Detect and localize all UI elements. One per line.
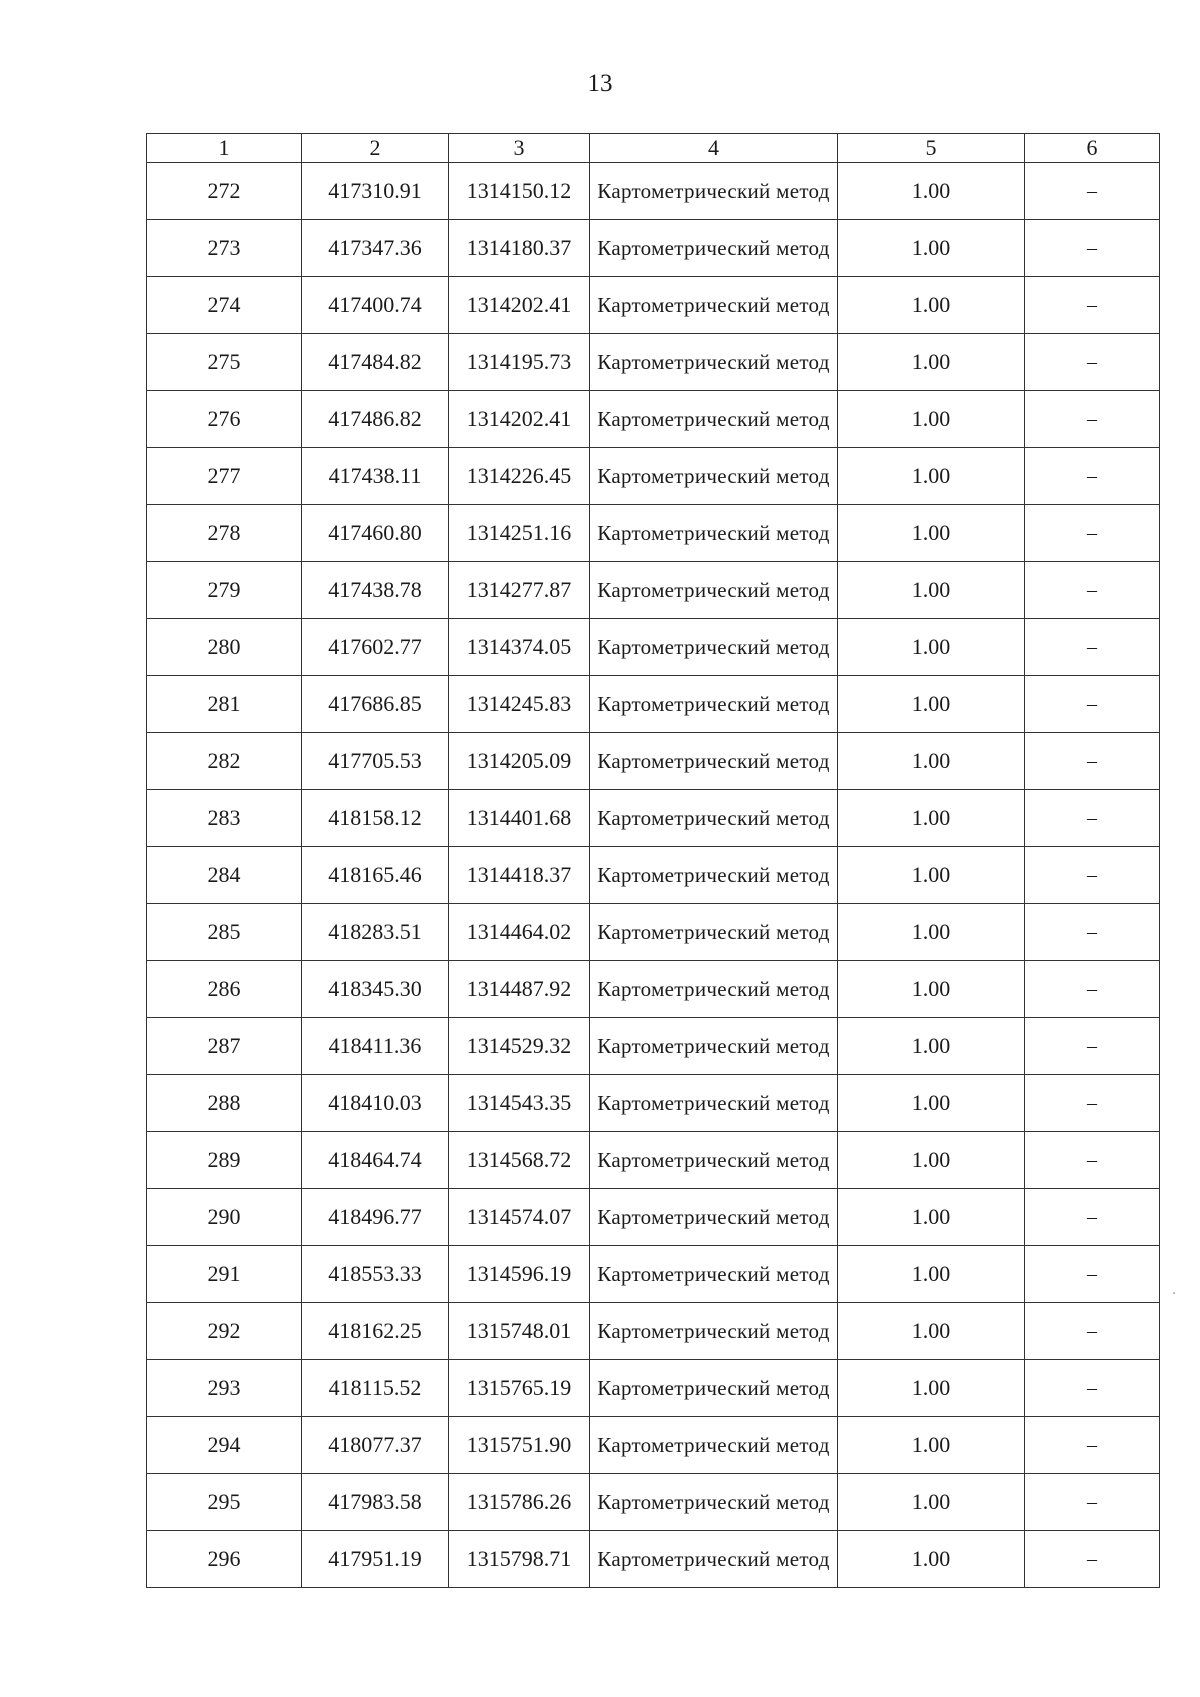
x-coordinate-cell: 418165.46 (302, 847, 449, 904)
x-coordinate-cell: 418411.36 (302, 1018, 449, 1075)
table-row (147, 163, 1160, 220)
scan-speck (1173, 1292, 1175, 1294)
y-coordinate-cell: 1315765.19 (449, 1360, 590, 1417)
column-header: 5 (838, 134, 1025, 163)
method-cell: Картометрический метод (590, 847, 838, 904)
note-cell: – (1025, 1132, 1160, 1189)
table-row (147, 1531, 1160, 1588)
point-number-cell: 290 (147, 1189, 302, 1246)
table-body (147, 163, 1160, 1588)
point-number-cell: 284 (147, 847, 302, 904)
accuracy-cell: 1.00 (838, 220, 1025, 277)
method-cell: Картометрический метод (590, 505, 838, 562)
note-cell: – (1025, 505, 1160, 562)
note-cell: – (1025, 1531, 1160, 1588)
note-cell: – (1025, 448, 1160, 505)
accuracy-cell: 1.00 (838, 1360, 1025, 1417)
point-number-cell: 280 (147, 619, 302, 676)
note-cell: – (1025, 334, 1160, 391)
point-number-cell: 294 (147, 1417, 302, 1474)
note-cell: – (1025, 220, 1160, 277)
table-row (147, 1417, 1160, 1474)
accuracy-cell: 1.00 (838, 1474, 1025, 1531)
method-cell: Картометрический метод (590, 448, 838, 505)
y-coordinate-cell: 1314401.68 (449, 790, 590, 847)
accuracy-cell: 1.00 (838, 391, 1025, 448)
x-coordinate-cell: 417347.36 (302, 220, 449, 277)
method-cell: Картометрический метод (590, 619, 838, 676)
note-cell: – (1025, 676, 1160, 733)
y-coordinate-cell: 1314487.92 (449, 961, 590, 1018)
note-cell: – (1025, 847, 1160, 904)
coordinates-table (146, 133, 1160, 1588)
table-row (147, 733, 1160, 790)
column-header: 1 (147, 134, 302, 163)
y-coordinate-cell: 1314374.05 (449, 619, 590, 676)
note-cell: – (1025, 391, 1160, 448)
x-coordinate-cell: 417460.80 (302, 505, 449, 562)
accuracy-cell: 1.00 (838, 1075, 1025, 1132)
y-coordinate-cell: 1314574.07 (449, 1189, 590, 1246)
point-number-cell: 293 (147, 1360, 302, 1417)
x-coordinate-cell: 418496.77 (302, 1189, 449, 1246)
point-number-cell: 279 (147, 562, 302, 619)
table-row (147, 790, 1160, 847)
y-coordinate-cell: 1315798.71 (449, 1531, 590, 1588)
table-row (147, 562, 1160, 619)
table-row (147, 1246, 1160, 1303)
x-coordinate-cell: 417486.82 (302, 391, 449, 448)
table-row (147, 1132, 1160, 1189)
point-number-cell: 288 (147, 1075, 302, 1132)
y-coordinate-cell: 1314543.35 (449, 1075, 590, 1132)
method-cell: Картометрический метод (590, 1189, 838, 1246)
point-number-cell: 292 (147, 1303, 302, 1360)
accuracy-cell: 1.00 (838, 277, 1025, 334)
y-coordinate-cell: 1314202.41 (449, 277, 590, 334)
y-coordinate-cell: 1314418.37 (449, 847, 590, 904)
table-row (147, 1303, 1160, 1360)
method-cell: Картометрический метод (590, 1132, 838, 1189)
method-cell: Картометрический метод (590, 1075, 838, 1132)
note-cell: – (1025, 1417, 1160, 1474)
note-cell: – (1025, 790, 1160, 847)
accuracy-cell: 1.00 (838, 1303, 1025, 1360)
table-row (147, 220, 1160, 277)
y-coordinate-cell: 1314195.73 (449, 334, 590, 391)
point-number-cell: 291 (147, 1246, 302, 1303)
note-cell: – (1025, 277, 1160, 334)
header-row (147, 134, 1160, 163)
table-row (147, 505, 1160, 562)
y-coordinate-cell: 1314245.83 (449, 676, 590, 733)
accuracy-cell: 1.00 (838, 1531, 1025, 1588)
y-coordinate-cell: 1314251.16 (449, 505, 590, 562)
table-row (147, 961, 1160, 1018)
column-header: 6 (1025, 134, 1160, 163)
method-cell: Картометрический метод (590, 1303, 838, 1360)
note-cell: – (1025, 1474, 1160, 1531)
x-coordinate-cell: 417602.77 (302, 619, 449, 676)
x-coordinate-cell: 417951.19 (302, 1531, 449, 1588)
note-cell: – (1025, 961, 1160, 1018)
point-number-cell: 282 (147, 733, 302, 790)
note-cell: – (1025, 1189, 1160, 1246)
accuracy-cell: 1.00 (838, 1189, 1025, 1246)
x-coordinate-cell: 418158.12 (302, 790, 449, 847)
x-coordinate-cell: 418553.33 (302, 1246, 449, 1303)
method-cell: Картометрический метод (590, 961, 838, 1018)
note-cell: – (1025, 733, 1160, 790)
table-row (147, 391, 1160, 448)
y-coordinate-cell: 1314205.09 (449, 733, 590, 790)
x-coordinate-cell: 417686.85 (302, 676, 449, 733)
table-row (147, 1018, 1160, 1075)
method-cell: Картометрический метод (590, 391, 838, 448)
y-coordinate-cell: 1315748.01 (449, 1303, 590, 1360)
point-number-cell: 289 (147, 1132, 302, 1189)
x-coordinate-cell: 418283.51 (302, 904, 449, 961)
table-row (147, 448, 1160, 505)
accuracy-cell: 1.00 (838, 163, 1025, 220)
note-cell: – (1025, 1018, 1160, 1075)
note-cell: – (1025, 1360, 1160, 1417)
method-cell: Картометрический метод (590, 334, 838, 391)
point-number-cell: 296 (147, 1531, 302, 1588)
table-row (147, 334, 1160, 391)
x-coordinate-cell: 417705.53 (302, 733, 449, 790)
table-row (147, 1075, 1160, 1132)
point-number-cell: 278 (147, 505, 302, 562)
y-coordinate-cell: 1314277.87 (449, 562, 590, 619)
y-coordinate-cell: 1314596.19 (449, 1246, 590, 1303)
accuracy-cell: 1.00 (838, 505, 1025, 562)
y-coordinate-cell: 1315786.26 (449, 1474, 590, 1531)
table-row (147, 847, 1160, 904)
accuracy-cell: 1.00 (838, 1417, 1025, 1474)
accuracy-cell: 1.00 (838, 1018, 1025, 1075)
accuracy-cell: 1.00 (838, 448, 1025, 505)
table-row (147, 904, 1160, 961)
note-cell: – (1025, 1075, 1160, 1132)
note-cell: – (1025, 619, 1160, 676)
point-number-cell: 273 (147, 220, 302, 277)
y-coordinate-cell: 1314529.32 (449, 1018, 590, 1075)
note-cell: – (1025, 1303, 1160, 1360)
y-coordinate-cell: 1314226.45 (449, 448, 590, 505)
method-cell: Картометрический метод (590, 277, 838, 334)
note-cell: – (1025, 904, 1160, 961)
method-cell: Картометрический метод (590, 904, 838, 961)
point-number-cell: 272 (147, 163, 302, 220)
table-row (147, 1474, 1160, 1531)
point-number-cell: 275 (147, 334, 302, 391)
method-cell: Картометрический метод (590, 733, 838, 790)
point-number-cell: 281 (147, 676, 302, 733)
x-coordinate-cell: 418162.25 (302, 1303, 449, 1360)
method-cell: Картометрический метод (590, 220, 838, 277)
method-cell: Картометрический метод (590, 676, 838, 733)
point-number-cell: 277 (147, 448, 302, 505)
accuracy-cell: 1.00 (838, 733, 1025, 790)
column-header: 3 (449, 134, 590, 163)
method-cell: Картометрический метод (590, 1018, 838, 1075)
point-number-cell: 295 (147, 1474, 302, 1531)
accuracy-cell: 1.00 (838, 961, 1025, 1018)
method-cell: Картометрический метод (590, 1531, 838, 1588)
method-cell: Картометрический метод (590, 1360, 838, 1417)
accuracy-cell: 1.00 (838, 904, 1025, 961)
accuracy-cell: 1.00 (838, 334, 1025, 391)
note-cell: – (1025, 1246, 1160, 1303)
table-row (147, 1360, 1160, 1417)
x-coordinate-cell: 417310.91 (302, 163, 449, 220)
y-coordinate-cell: 1314180.37 (449, 220, 590, 277)
method-cell: Картометрический метод (590, 790, 838, 847)
method-cell: Картометрический метод (590, 1417, 838, 1474)
method-cell: Картометрический метод (590, 1246, 838, 1303)
y-coordinate-cell: 1314150.12 (449, 163, 590, 220)
x-coordinate-cell: 418410.03 (302, 1075, 449, 1132)
method-cell: Картометрический метод (590, 163, 838, 220)
accuracy-cell: 1.00 (838, 847, 1025, 904)
accuracy-cell: 1.00 (838, 790, 1025, 847)
column-header: 4 (590, 134, 838, 163)
point-number-cell: 274 (147, 277, 302, 334)
x-coordinate-cell: 418115.52 (302, 1360, 449, 1417)
x-coordinate-cell: 418345.30 (302, 961, 449, 1018)
table-row (147, 1189, 1160, 1246)
accuracy-cell: 1.00 (838, 1246, 1025, 1303)
x-coordinate-cell: 418464.74 (302, 1132, 449, 1189)
x-coordinate-cell: 418077.37 (302, 1417, 449, 1474)
coordinates-table-container (146, 133, 1159, 1588)
note-cell: – (1025, 163, 1160, 220)
table-row (147, 277, 1160, 334)
page-number: 13 (587, 70, 613, 97)
x-coordinate-cell: 417438.78 (302, 562, 449, 619)
table-row (147, 619, 1160, 676)
point-number-cell: 287 (147, 1018, 302, 1075)
accuracy-cell: 1.00 (838, 1132, 1025, 1189)
y-coordinate-cell: 1314568.72 (449, 1132, 590, 1189)
point-number-cell: 286 (147, 961, 302, 1018)
y-coordinate-cell: 1314464.02 (449, 904, 590, 961)
method-cell: Картометрический метод (590, 562, 838, 619)
point-number-cell: 283 (147, 790, 302, 847)
y-coordinate-cell: 1314202.41 (449, 391, 590, 448)
point-number-cell: 285 (147, 904, 302, 961)
note-cell: – (1025, 562, 1160, 619)
x-coordinate-cell: 417438.11 (302, 448, 449, 505)
x-coordinate-cell: 417983.58 (302, 1474, 449, 1531)
column-header: 2 (302, 134, 449, 163)
point-number-cell: 276 (147, 391, 302, 448)
accuracy-cell: 1.00 (838, 562, 1025, 619)
x-coordinate-cell: 417484.82 (302, 334, 449, 391)
accuracy-cell: 1.00 (838, 676, 1025, 733)
table-row (147, 676, 1160, 733)
accuracy-cell: 1.00 (838, 619, 1025, 676)
x-coordinate-cell: 417400.74 (302, 277, 449, 334)
method-cell: Картометрический метод (590, 1474, 838, 1531)
y-coordinate-cell: 1315751.90 (449, 1417, 590, 1474)
